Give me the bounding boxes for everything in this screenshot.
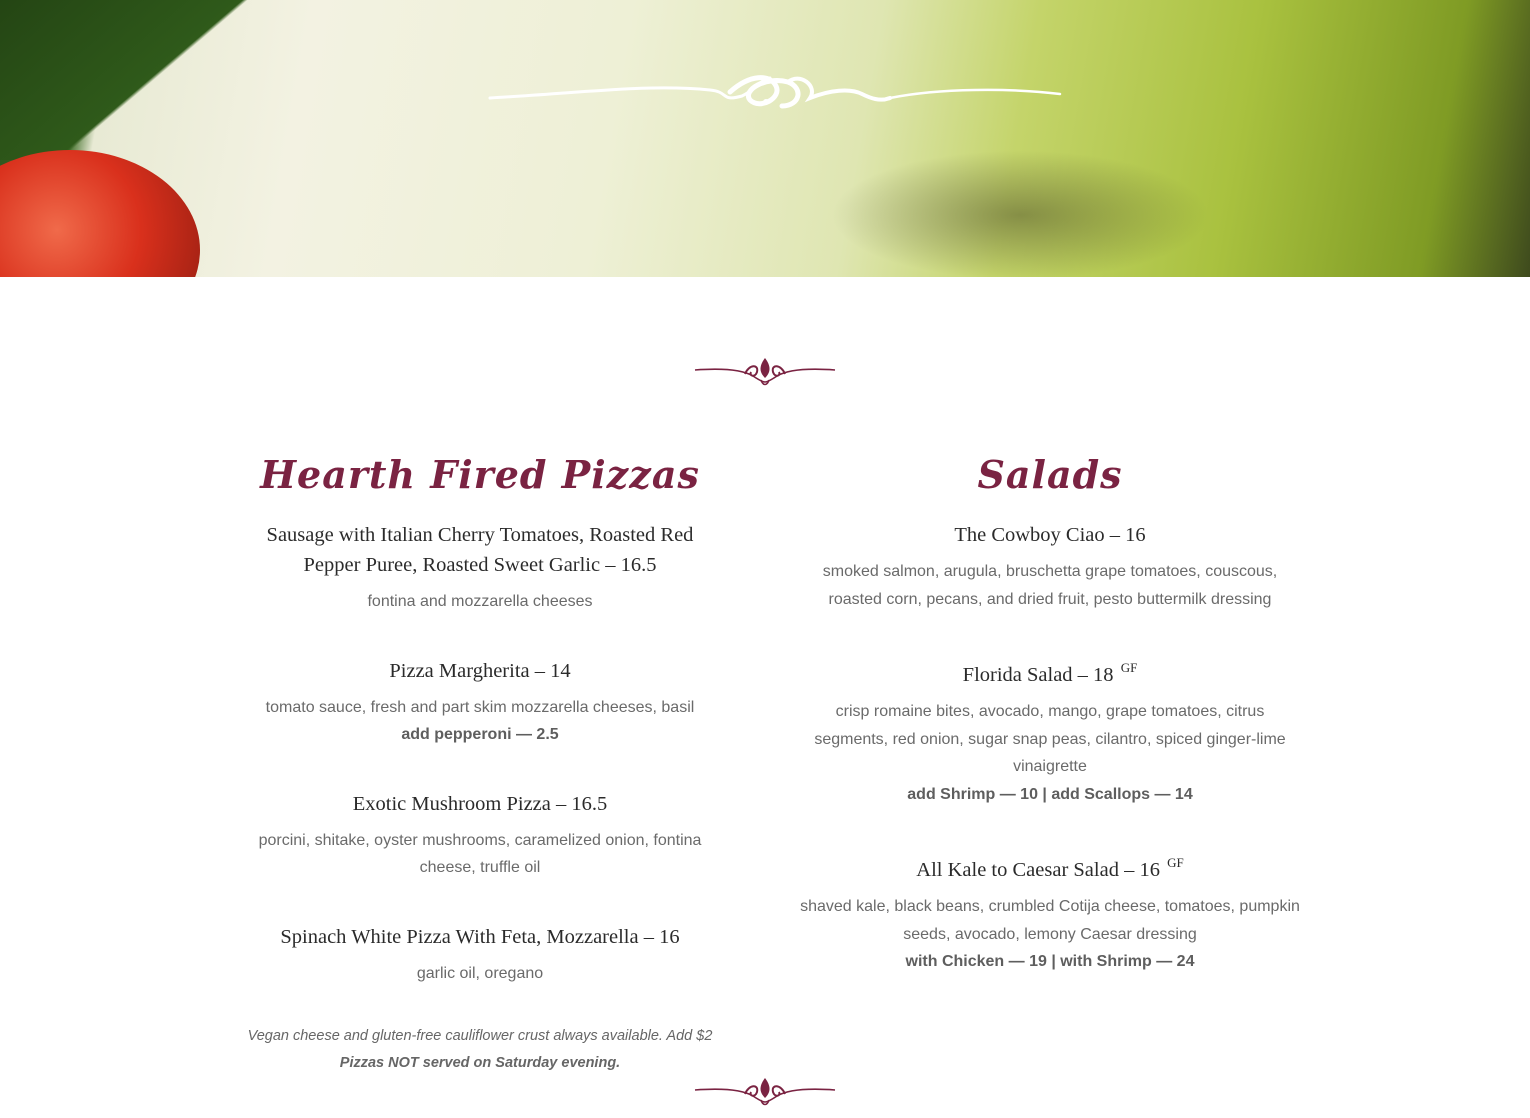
menu-item-name: Spinach White Pizza With Feta, Mozzarella – 16 — [280, 925, 680, 948]
menu-item-name — [800, 520, 1300, 550]
menu-item-name — [800, 653, 1300, 690]
salads-section-title: Salads — [977, 452, 1123, 497]
menu-item-name-text: All Kale to Caesar Salad – 16 — [916, 859, 1160, 881]
pizzas-column — [230, 448, 730, 1077]
menu-item — [800, 520, 1300, 613]
white-flourish-ornament-icon — [470, 62, 1070, 124]
menu-item-description: tomato sauce, fresh and part skim mozzarella cheeses, basil — [265, 698, 695, 716]
menu-item — [230, 922, 730, 988]
menu-item-addon: add pepperoni — 2.5 — [401, 726, 559, 743]
menu-item-name-text: Florida Salad – 18 — [962, 664, 1114, 686]
menu-item-name-text: The Cowboy Ciao – 16 — [954, 524, 1146, 546]
menu-item-addon: with Chicken — 19 | with Shrimp — 24 — [905, 953, 1195, 970]
gluten-free-badge: GF — [1120, 660, 1138, 675]
pizza-note-bold: Pizzas NOT served on Saturday evening. — [339, 1055, 621, 1071]
menu-item-name: Exotic Mushroom Pizza – 16.5 — [352, 792, 608, 815]
salads-column — [800, 448, 1300, 976]
menu-item-addon: add Shrimp — 10 | add Scallops — 14 — [907, 785, 1193, 803]
hero-shadow-shape — [830, 150, 1210, 277]
fleur-de-lis-divider-icon — [693, 1072, 837, 1112]
menu-item-description: smoked salmon, arugula, bruschetta grape tomatoes, couscous, roasted corn, pecans, and dried fruit, pesto buttermilk dressing — [822, 563, 1278, 608]
hero-tomato-shape — [0, 150, 200, 277]
fleur-de-lis-divider-icon — [693, 352, 837, 392]
menu-item-name: Sausage with Italian Cherry Tomatoes, Roasted Red Pepper Puree, Roasted Sweet Garlic – 16.5 — [266, 524, 694, 576]
menu-item-description: porcini, shitake, oyster mushrooms, caramelized onion, fontina cheese, truffle oil — [258, 831, 702, 876]
hero-image — [0, 0, 1530, 277]
menu-item-description: fontina and mozzarella cheeses — [367, 593, 593, 610]
menu-item-name: Pizza Margherita – 14 — [389, 659, 571, 682]
menu-item — [800, 653, 1300, 808]
menu-item — [230, 656, 730, 749]
pizza-note — [230, 1023, 730, 1077]
menu-item — [230, 520, 730, 616]
menu-item-description: garlic oil, oregano — [416, 964, 544, 982]
hero-stem-shape — [0, 0, 298, 160]
menu-item-description: shaved kale, black beans, crumbled Cotija cheese, tomatoes, pumpkin seeds, avocado, lemony Caesar dressing — [800, 898, 1300, 943]
pizzas-section-title: Hearth Fired Pizzas — [260, 452, 700, 497]
menu-item — [230, 789, 730, 882]
menu-item — [800, 848, 1300, 976]
gluten-free-badge: GF — [1167, 855, 1184, 870]
menu-item-name — [800, 848, 1300, 885]
menu-item-description: crisp romaine bites, avocado, mango, grape tomatoes, citrus segments, red onion, sugar snap peas, cilantro, spiced ginger-lime vinaigrette — [814, 703, 1286, 775]
pizza-note-text: Vegan cheese and gluten-free cauliflower crust always available. Add $2 — [247, 1028, 713, 1044]
